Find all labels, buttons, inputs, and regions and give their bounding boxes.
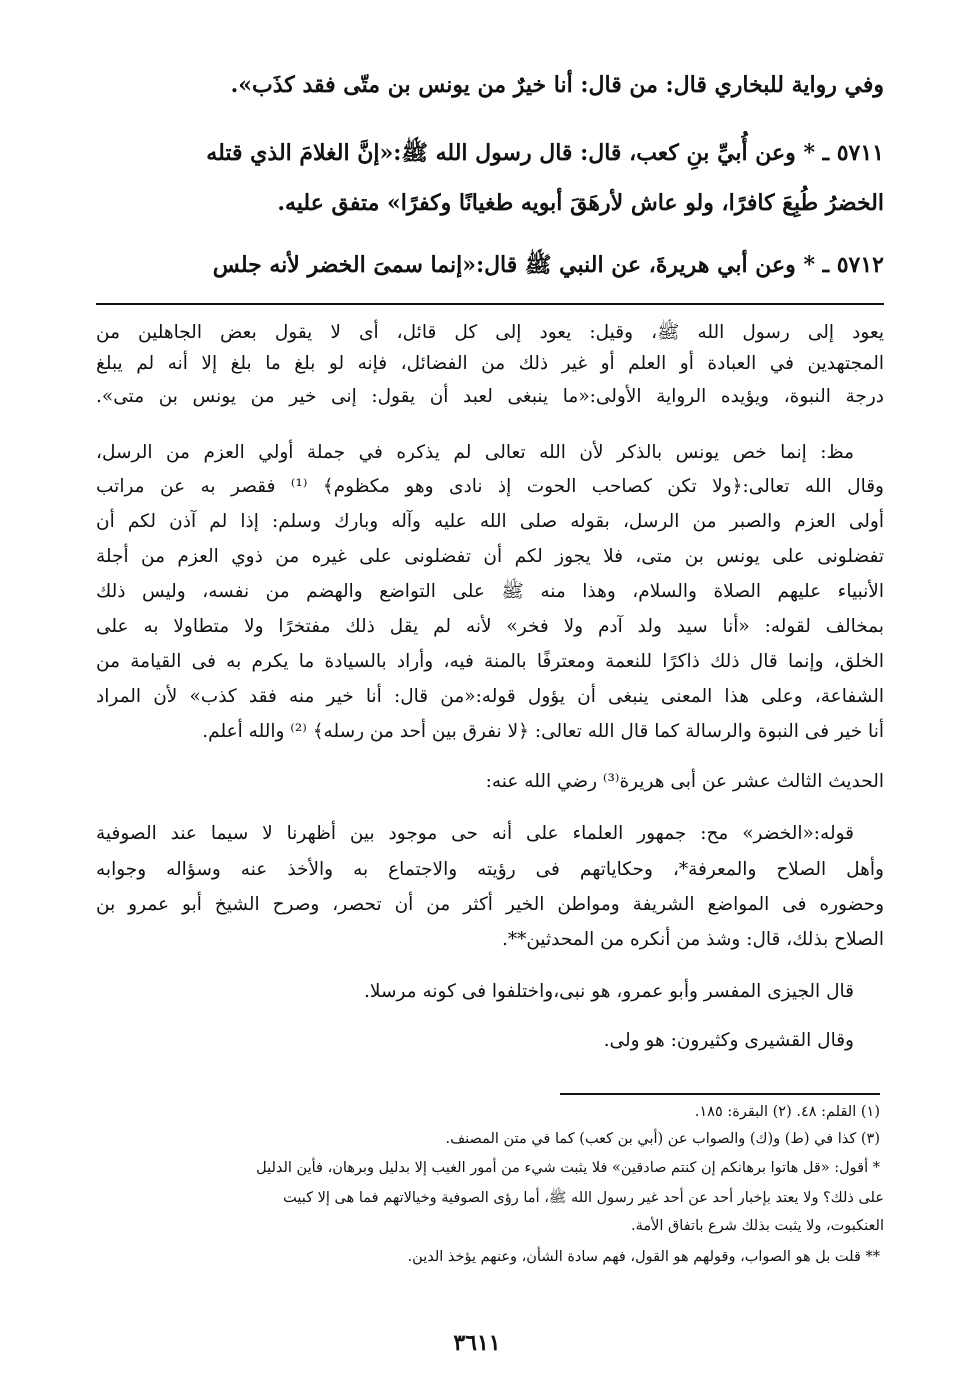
commentary-line: المجتهدين في العبادة أو العلم أو غير ذلك من الفضائل، فإنه لو بلغ ما بلغ إلا أنه لم يبلغ xyxy=(96,353,884,374)
footnote-line: (٣) كذا في (ط) و(ك) والصواب عن (أبي بن كعب) كما في متن المصنف. xyxy=(445,1131,880,1147)
commentary-line: وقال القشيرى وكثيرون: هو ولى. xyxy=(603,1030,854,1051)
commentary-line: قوله:«الخضر» مح: جمهور العلماء على أنه حى موجود بين أظهرنا لا سيما عند الصوفية xyxy=(96,823,854,844)
commentary-line: أولى العزم والصبر من الرسل، بقوله صلى الله عليه وآله وبارك وسلم: إذا لم آذن لكم أن xyxy=(96,511,884,532)
commentary-line: الخلق، وإنما قال ذلك ذاكرًا للنعمة ومعترفًا بالمنة فيه، وأراد بالسيادة ما يكرم به فى القيامة من xyxy=(96,651,884,672)
commentary-line: مظ: إنما خص يونس بالذكر لأن الله تعالى لم يذكره في جملة أولي العزم من الرسل، xyxy=(96,442,854,463)
commentary-line: درجة النبوة، ويؤيده الرواية الأولى:«ما ينبغى لعبد أن يقول: إنى خير من يونس بن متى». xyxy=(96,386,884,407)
commentary-line: تفضلونى على يونس بن متى، فلا يجوز لكم أن تفضلونى على غيره من ذوي العزم من أجلة xyxy=(96,546,884,567)
commentary-line: وأهل الصلاح والمعرفة*، وحكاياتهم فى رؤيته والاجتماع به والأخذ عنه وسؤاله وجوابه xyxy=(96,859,884,880)
footnotes-section xyxy=(96,0,884,1300)
hadith-line: ٥٧١٢ ـ * وعن أبي هريرةَ، عن النبي ﷺ قال:«إنما سمىَ الخضر لأنه جلس xyxy=(212,252,884,278)
hadith-line: وفي رواية للبخاري قال: من قال: أنا خيرٌ من يونس بن متّى فقد كذَب». xyxy=(230,72,884,98)
commentary-line: قال الجيزى المفسر وأبو عمرو، هو نبى،واختلفوا فى كونه مرسلا. xyxy=(364,981,854,1002)
commentary-line: الحديث الثالث عشر عن أبى هريرة⁽³⁾ رضي الله عنه: xyxy=(485,771,884,792)
footnote-line: (١) القلم: ٤٨. (٢) البقرة: ١٨٥. xyxy=(694,1104,880,1120)
commentary-line: الصلاح بذلك، قال: وشذ من أنكره من المحدثين**. xyxy=(501,929,884,950)
footnote-line: على ذلك؟ ولا يعتد بإخبار أحد عن أحد غير رسول الله ﷺ، أما رؤى الصوفية وخيالاتهم فما هى إلا كبيت xyxy=(283,1190,884,1206)
footnote-line: ** قلت بل هو الصواب، وقولهم هو القول، فهم سادة الشأن، وعنهم يؤخذ الدين. xyxy=(407,1249,880,1265)
commentary-line: وحضوره فى المواضع الشريفة ومواطن الخير أكثر من أن تحصر، وصرح الشيخ أبو عمرو بن xyxy=(96,894,884,915)
commentary-line: بمخالف لقوله: «أنا سيد ولد آدم ولا فخر» لأنه لم يقل ذلك مفتخرًا ولا متطاولا به على xyxy=(96,616,884,637)
commentary-line: الأنبياء عليهم الصلاة والسلام، وهذا منه ﷺ على التواضع والهضم من نفسه، وليس ذلك xyxy=(96,581,884,602)
commentary-line: الشفاعة، وعلى هذا المعنى ينبغى أن يؤول قوله:«من قال: أنا خير منه فقد كذب» لأن المراد xyxy=(96,686,884,707)
footnote-line: * أقول: «قل هاتوا برهانكم إن كنتم صادقين» فلا يثبت شيء من أمور الغيب إلا بدليل وبرهان، فأين الدليل xyxy=(256,1160,880,1176)
commentary-line: أنا خير فى النبوة والرسالة كما قال الله تعالى: ﴿لا نفرق بين أحد من رسله﴾ ⁽²⁾ والله أعلم. xyxy=(202,721,884,742)
hadith-line: الخضرُ طُبِعَ كافرًا، ولو عاش لأرهَقَ أبويه طغيانًا وكفرًا» متفق عليه. xyxy=(277,190,884,216)
page-number: ٣٦١١ xyxy=(453,1330,501,1356)
hadith-line: ٥٧١١ ـ * وعن أُبيِّ بنِ كعب، قال: قال رسول الله ﷺ:«إنَّ الغلامَ الذي قتله xyxy=(206,140,884,166)
footnote-line: العنكبوت، ولا يثبت بذلك شرع باتفاق الأمة. xyxy=(631,1218,884,1234)
commentary-line: وقال الله تعالى:﴿ولا تكن كصاحب الحوت إذ نادى وهو مكظوم﴾ ⁽¹⁾ فقصر به عن مراتب xyxy=(96,476,884,497)
commentary-line: يعود إلى رسول الله ﷺ، وقيل: يعود إلى كل قائل، أى لا يقول بعض الجاهلين من xyxy=(96,322,884,343)
